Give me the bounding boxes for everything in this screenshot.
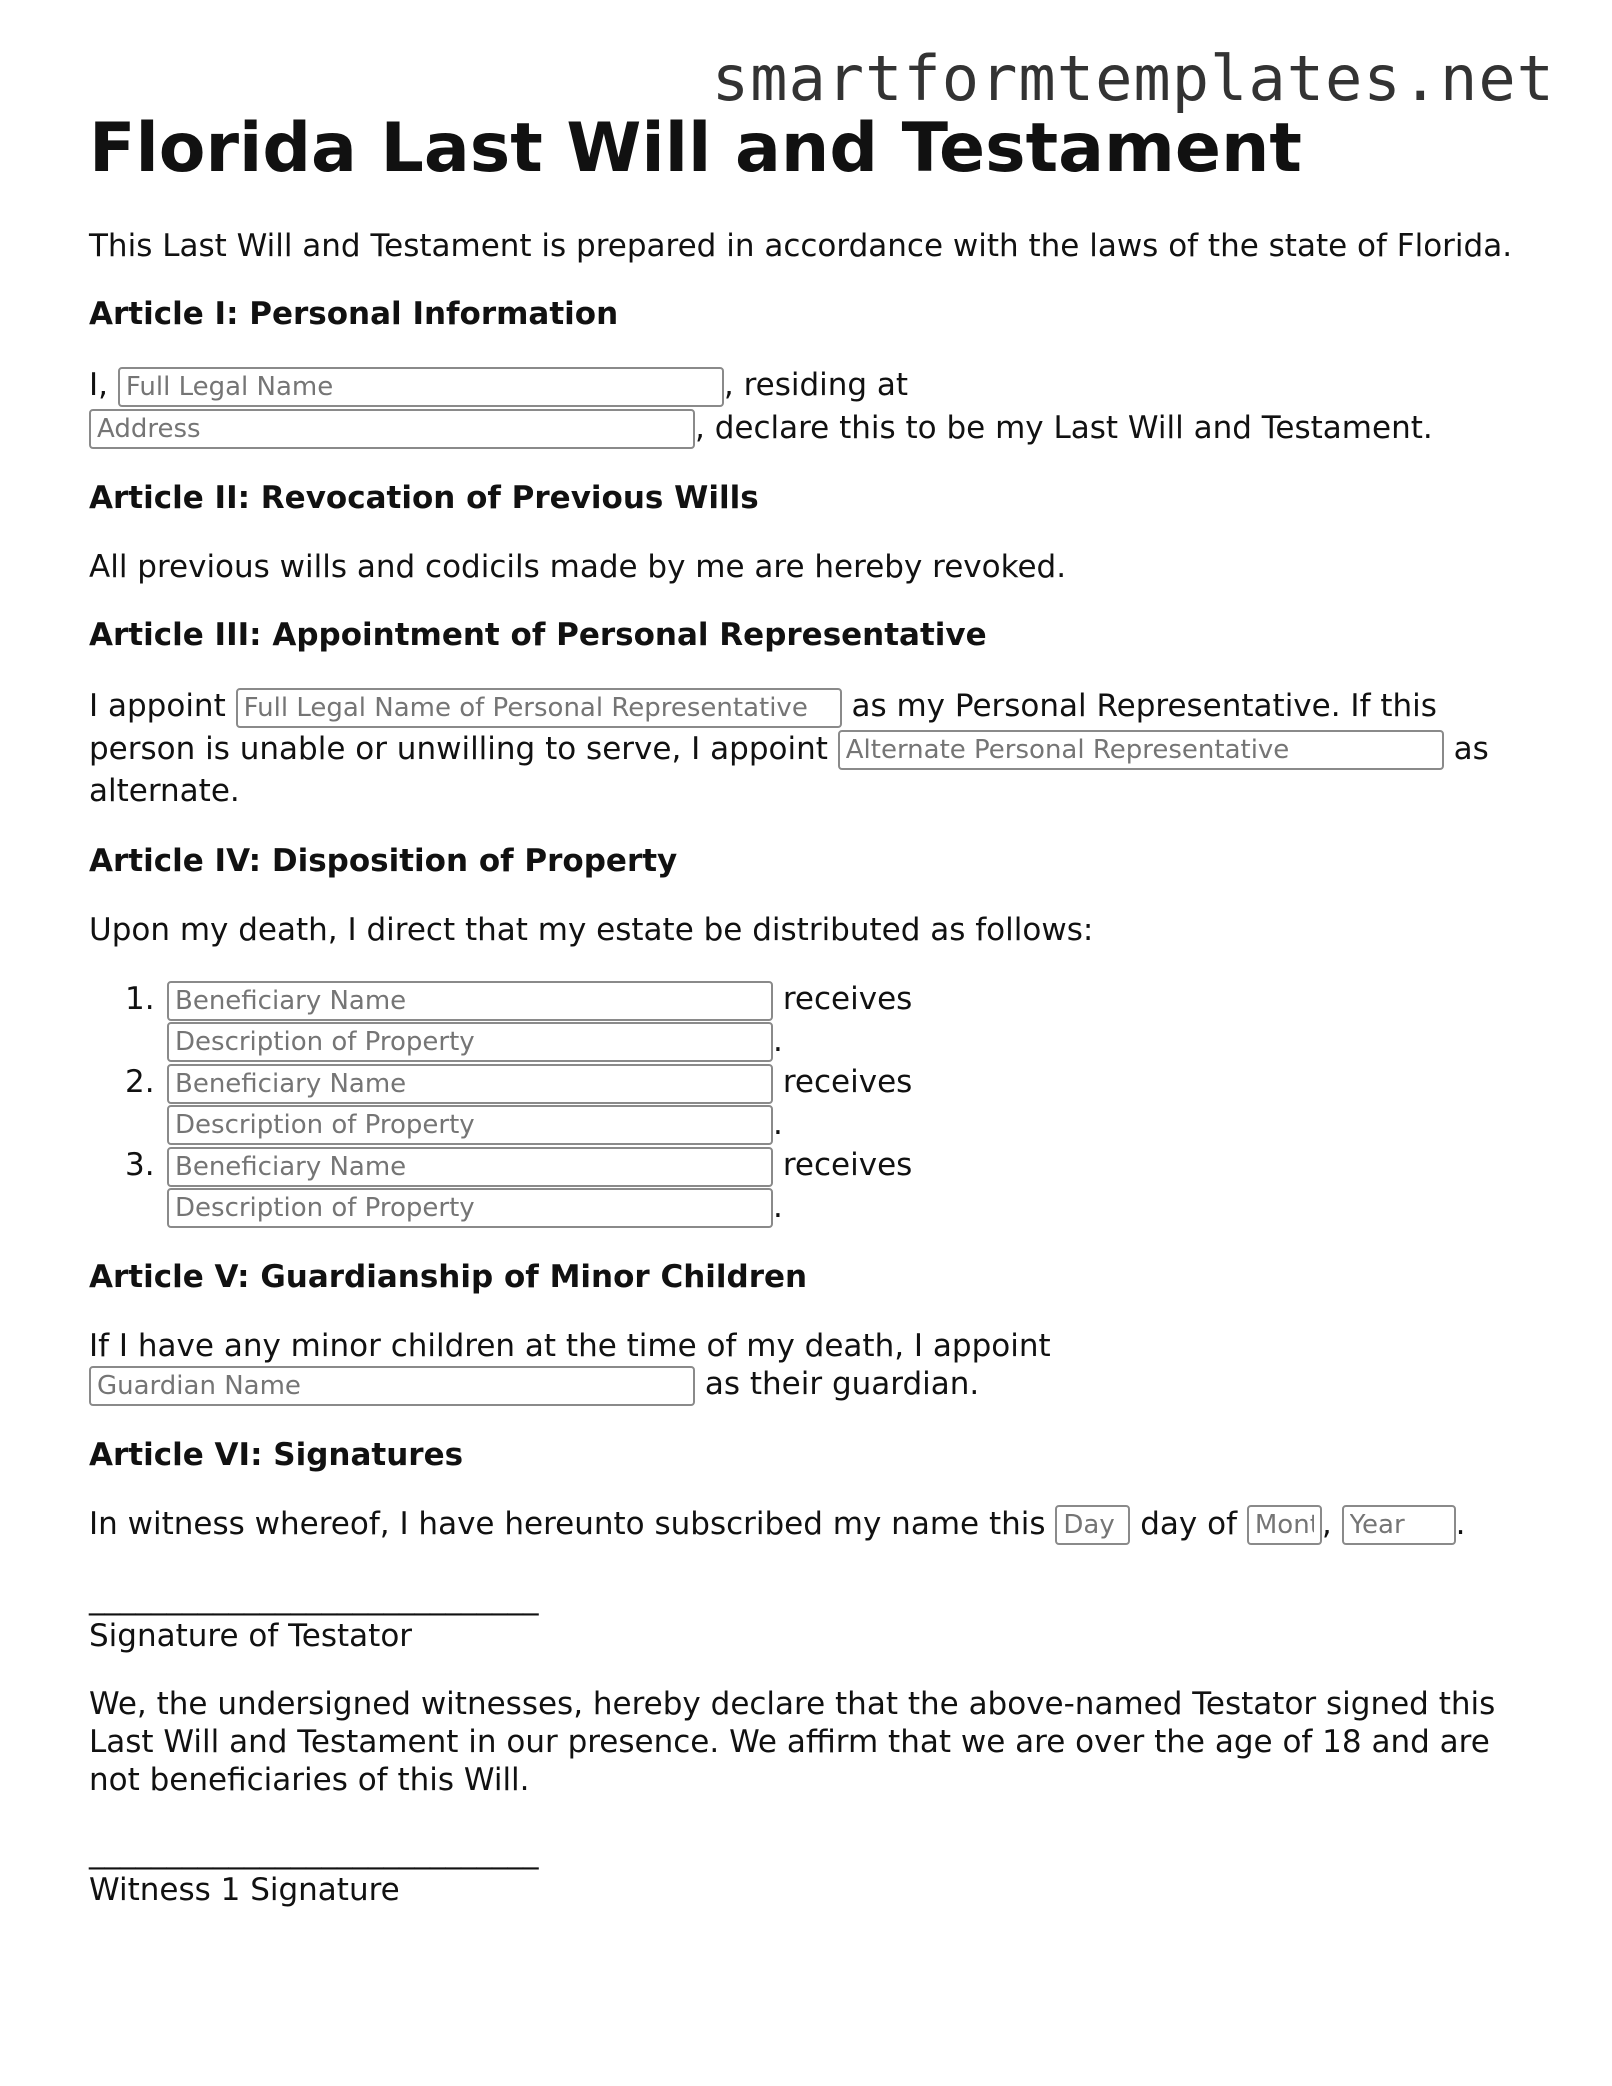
will-form (89, 109, 1549, 1939)
article-3-heading: Article III: Appointment of Personal Representative (89, 617, 987, 654)
witness-statement: We, the undersigned witnesses, hereby declare that the above-named Testator signed this Last Will and Testament in our presence. We affirm that we are over the age of 18 and are not beneficiaries of this Will. (89, 1686, 1496, 1799)
article-5-heading: Article V: Guardianship of Minor Children (89, 1259, 808, 1296)
article-2-heading: Article II: Revocation of Previous Wills (89, 480, 759, 517)
page-title: Florida Last Will and Testament (89, 109, 1302, 188)
article-6-heading: Article VI: Signatures (89, 1436, 464, 1473)
month-input[interactable] (1247, 1505, 1322, 1545)
beneficiary-name-input[interactable] (167, 981, 773, 1021)
year-input[interactable] (1342, 1505, 1456, 1545)
article-3-mid: as my Personal Representative. If this person is unable or unwilling to serve, I appoint (89, 688, 1437, 767)
article-2-text: All previous wills and codicils made by me are hereby revoked. (89, 549, 1067, 586)
article-1-mid: , residing at (723, 367, 909, 404)
property-description-input[interactable] (167, 1105, 773, 1145)
witness-1-signature-line[interactable]: _____________________________ (89, 1834, 539, 1871)
testator-signature-label: Signature of Testator (89, 1618, 413, 1655)
beneficiary-name-input[interactable] (167, 1064, 773, 1104)
list-item (89, 1062, 1549, 1145)
day-input[interactable] (1055, 1505, 1130, 1545)
comma-text: , (1321, 1505, 1332, 1542)
property-description-input[interactable] (167, 1188, 773, 1228)
address-input[interactable] (89, 409, 695, 449)
day-of-text: day of (1140, 1505, 1238, 1542)
period-text: . (773, 1105, 783, 1142)
alternate-representative-input[interactable] (838, 730, 1444, 770)
article-1-heading: Article I: Personal Information (89, 296, 619, 333)
article-5-prefix: If I have any minor children at the time of my death, I appoint (89, 1328, 1051, 1365)
article-4-intro: Upon my death, I direct that my estate be distributed as follows: (89, 912, 1094, 949)
intro-text: This Last Will and Testament is prepared in accordance with the laws of the state of Florida. (89, 228, 1513, 265)
beneficiary-name-input[interactable] (167, 1147, 773, 1187)
article-3-suffix: as alternate. (89, 730, 1489, 810)
list-item-number: 1. (125, 981, 155, 1018)
article-4-heading: Article IV: Disposition of Property (89, 843, 678, 880)
article-6-prefix: In witness whereof, I have hereunto subscribed my name this (89, 1505, 1046, 1542)
article-5-suffix: as their guardian. (704, 1366, 980, 1403)
article-5-paragraph (89, 1327, 1549, 1406)
testator-signature-line[interactable]: _____________________________ (89, 1580, 539, 1617)
site-watermark: smartformtemplates.net (711, 42, 1555, 115)
list-item (89, 979, 1549, 1062)
witness-1-signature-label: Witness 1 Signature (89, 1872, 400, 1909)
article-6-date-paragraph (89, 1505, 1549, 1546)
article-1-suffix: , declare this to be my Last Will and Testament. (695, 409, 1433, 446)
list-item-number: 2. (125, 1064, 155, 1101)
receives-text: receives (782, 1147, 913, 1184)
list-item-number: 3. (125, 1147, 155, 1184)
guardian-name-input[interactable] (89, 1366, 695, 1406)
period-text: . (773, 1188, 783, 1225)
period-text: . (773, 1022, 783, 1059)
date-period-text: . (1455, 1505, 1466, 1542)
list-item (89, 1145, 1549, 1228)
full-legal-name-input[interactable] (118, 367, 724, 407)
article-3-paragraph (89, 685, 1549, 812)
property-description-input[interactable] (167, 1022, 773, 1062)
beneficiary-list (89, 979, 1549, 1228)
article-1-prefix: I, (89, 367, 108, 404)
receives-text: receives (782, 1064, 913, 1101)
article-3-prefix: I appoint (89, 688, 226, 725)
personal-representative-input[interactable] (236, 688, 842, 728)
article-1-paragraph (89, 364, 1549, 449)
receives-text: receives (782, 981, 913, 1018)
